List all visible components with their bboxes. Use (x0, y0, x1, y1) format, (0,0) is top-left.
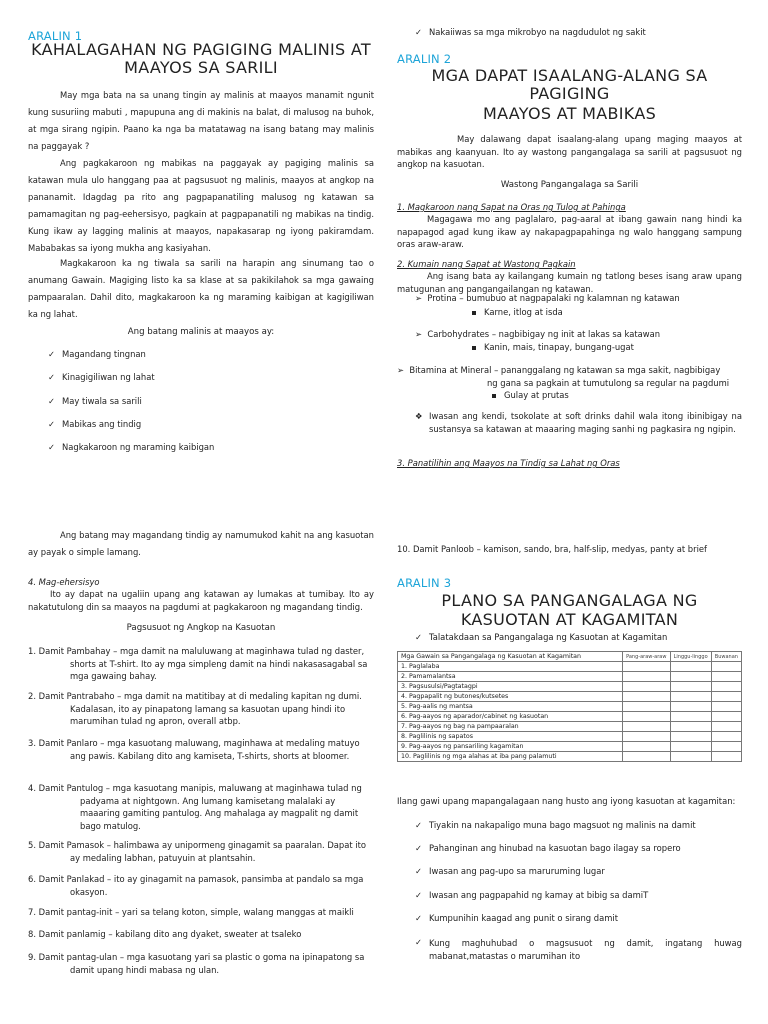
check-item: ✓ Magandang tingnan (48, 349, 146, 359)
table-row: 4. Pagpapalit ng butones/kutsetes (398, 692, 742, 702)
right-column (397, 0, 742, 1024)
clothing-item: 6. Damit Panlakad – ito ay ginagamit na pamasok, pansimba at pandalo sa mga okasyon. (28, 874, 364, 897)
vitamins-item: ➢ Bitamina at Mineral – pananggalang ng katawan sa mga sakit, nagbibigay (397, 365, 721, 375)
check-icon: ✓ (415, 937, 423, 947)
habit-item: ✓ Iwasan ang pag-upo sa maruruming lugar (415, 866, 605, 876)
table-row: 7. Pag-aayos ng bag na pampaaralan (398, 722, 742, 732)
square-bullet-icon (472, 311, 476, 315)
table-row: 2. Pamamalantsa (398, 672, 742, 682)
table-row: 5. Pag-aalis ng mantsa (398, 702, 742, 712)
check-icon: ✓ (48, 349, 56, 359)
underwear-item: 10. Damit Panloob – kamison, sando, bra, half-slip, medyas, panty at brief (397, 544, 707, 554)
habit-item: ✓ Tiyakin na nakapaligo muna bago magsuot ng malinis na damit (415, 820, 696, 830)
schedule-heading: ✓ Talatakdaan sa Pangangalaga ng Kasuotan at Kagamitan (415, 632, 668, 642)
lesson-3-label: ARALIN 3 (397, 576, 452, 590)
sleep-heading: 1. Magkaroon nang Sapat na Oras ng Tulog at Pahinga (397, 202, 626, 212)
table-row: 6. Pag-aayos ng aparador/cabinet ng kasuotan (398, 712, 742, 722)
protein-item: ➢ Protina – bumubuo at nagpapalaki ng kalamnan ng katawan (415, 293, 680, 303)
check-icon: ✓ (48, 372, 56, 382)
habit-item: ✓ Iwasan ang pagpapahid ng kamay at bibig sa damiT (415, 890, 649, 900)
table-row: 3. Pagsusulsi/Pagtatagpi (398, 682, 742, 692)
square-bullet-icon (472, 346, 476, 350)
care-schedule-table (397, 651, 742, 762)
check-icon: ✓ (48, 396, 56, 406)
left-column (28, 0, 374, 1024)
clothing-item: 5. Damit Pamasok – halimbawa ay unipormeng ginagamit sa paaralan. Dapat ito ay medaling labhan, patuyuin at plantsahin. (28, 840, 367, 863)
self-care-heading: Wastong Pangangalaga sa Sarili (500, 180, 639, 190)
check-icon: ✓ (415, 866, 423, 876)
check-item: ✓ May tiwala sa sarili (48, 396, 142, 406)
check-icon: ✓ (415, 843, 423, 853)
table-header-row (398, 652, 742, 662)
check-icon: ✓ (415, 913, 423, 923)
clean-child-intro: Ang batang malinis at maayos ay: (127, 327, 275, 337)
clothing-item: 8. Damit panlamig – kabilang dito ang dyaket, sweater at tsaleko (28, 929, 302, 939)
exercise-text: Ito ay dapat na ugaliin upang ang katawan ay lumakas at tumibay. Ito ay nakatutulong din sa maayos na pagdumi at pagkakaroon ng magandang tindig. (28, 589, 374, 612)
table-header: Buwanan (711, 652, 741, 662)
lesson-1-paragraph-3: Magkakaroon ka ng tiwala sa sarili na harapin ang sinumang tao o anumang Gawain. Magiging listo ka sa klase at sa pakikilahok sa mga gawaing pampaaralan. Dahil dito, magkakaroon ka ng maraming kaibigan at kagigiliwan ka ng lahat. (28, 258, 374, 319)
arrow-bullet-icon: ➢ (415, 329, 428, 339)
lesson-2-label: ARALIN 2 (397, 52, 452, 66)
habit-item: ✓ Pahanginan ang hinubad na kasuotan bago ilagay sa ropero (415, 843, 681, 853)
lesson-2-title-line3: MAAYOS AT MABIKAS (482, 104, 657, 123)
sleep-text: Magagawa mo ang paglalaro, pag-aaral at ibang gawain nang hindi ka napapagod agad kung ikaw ay nakapagpapahinga ng walo hanggang sampung oras araw-araw. (397, 214, 742, 249)
table-row: 9. Pag-aayos ng pansariling kagamitan (398, 742, 742, 752)
posture-heading: 3. Panatilihin ang Maayos na Tindig sa Lahat ng Oras (397, 458, 620, 468)
lesson-2-paragraph-1: May dalawang dapat isaalang-alang upang maging maayos at mabikas ang kaanyuan. Ito ay wastong pangangalaga sa sarili at pagsusuot ng angkop na kasuotan. (397, 134, 742, 169)
check-icon: ✓ (415, 632, 423, 642)
food-text: Ang isang bata ay kailangang kumain ng tatlong beses isang araw upang matugunan ang pangangailangan ng katawan. (397, 271, 742, 294)
diamond-bullet-icon: ❖ (415, 411, 423, 421)
exercise-heading: 4. Mag-ehersisyo (28, 577, 100, 587)
clothing-item: 4. Damit Pantulog – mga kasuotang manipis, maluwang at maginhawa tulad ng padyama at nightgown. Ang lumang kamisetang malalaki ay maaaring gamiting pantulog. Ang mahalaga ay magpalit ng damit bago matulog. (28, 783, 362, 831)
check-icon: ✓ (415, 27, 423, 37)
food-heading: 2. Kumain nang Sapat at Wastong Pagkain (397, 259, 576, 269)
table-row: 8. Paglilinis ng sapatos (398, 732, 742, 742)
vitamins-item-cont: ng gana sa pagkain at tumutulong sa regular na pagdumi (487, 378, 730, 388)
table-header: Linggu-linggo (670, 652, 711, 662)
clothing-item: 2. Damit Pantrabaho – mga damit na matitibay at di medaling kapitan ng dumi. Kadalasan, ito ay pinapatong lamang sa kasuotan upang hindi ito marumihan tulad ng apron, overall atbp. (28, 691, 362, 726)
vitamins-example: Gulay at prutas (492, 389, 742, 402)
check-item: ✓ Kinagigiliwan ng lahat (48, 372, 155, 382)
lesson-1-paragraph-1: May mga bata na sa unang tingin ay malinis at maayos manamit ngunit kung susuriing mabuti , mapupuna ang di makinis na balat, di malusog na buhok, at mga sirang ngipin. Paano ka nga ba matatawag na isang batang may malinis na paggayak ? (28, 90, 374, 151)
avoid-sweets-item: ❖ Iwasan ang kendi, tsokolate at soft drinks dahil wala itong ibinibigay na sustansya sa katawan at maaaring maging sanhi ng pagkasira ng ngipin. (415, 411, 742, 434)
clothing-item: 7. Damit pantag-init – yari sa telang koton, simple, walang manggas at maikli (28, 907, 354, 917)
clothing-item: 3. Damit Panlaro – mga kasuotang maluwang, maginhawa at medaling matuyo ang pawis. Kabilang dito ang kamiseta, T-shirts, shorts at bloomer. (28, 738, 360, 761)
square-bullet-icon (492, 394, 496, 398)
habit-item: ✓ Kumpunihin kaagad ang punit o sirang damit (415, 913, 618, 923)
lesson-2-title-line1: MGA DAPAT ISAALANG-ALANG SA (431, 66, 708, 85)
table-row: 1. Paglalaba (398, 662, 742, 672)
check-icon: ✓ (48, 442, 56, 452)
table-row: 10. Paglilinis ng mga alahas at iba pang palamuti (398, 752, 742, 762)
check-icon: ✓ (415, 820, 423, 830)
lesson-1-title-line2: MAAYOS SA SARILI (124, 58, 278, 77)
arrow-bullet-icon: ➢ (397, 365, 410, 375)
lesson-1-paragraph-2: Ang pagkakaroon ng mabikas na paggayak ay pagiging malinis sa katawan mula ulo hanggang paa at pagsusuot ng malinis, maayos at angkop na pananamit. Idagdag pa rito ang pagpapanatiling malusog ng katawan sa pamamagitan ng pag-eehersisyo, pagkain at pagpapanatili ng mabikas na tindig. Kung ikaw ay lagging malinis at maayos, napakasarap ng iyong pakiramdam. Mababakas sa iyong mukha ang kasiyahan. (28, 158, 374, 253)
habit-item: ✓ Kung maghuhubad o magsusuot ng damit, ingatang huwag mabanat,matastas o marumihan ito (415, 937, 742, 961)
lesson-3-title-line1: PLANO SA PANGANGALAGA NG (441, 591, 698, 610)
table-header: Pang-araw-araw (623, 652, 671, 662)
check-item: ✓ Nakaiiwas sa mga mikrobyo na nagdudulot ng sakit (415, 27, 646, 37)
lesson-1-label: ARALIN 1 (28, 29, 83, 43)
carbs-item: ➢ Carbohydrates – nagbibigay ng init at lakas sa katawan (415, 329, 661, 339)
clothing-item: 9. Damit pantag-ulan – mga kasuotang yari sa plastic o goma na ipinapatong sa damit upang hindi mabasa ng ulan. (28, 952, 365, 975)
lesson-2-title-line2: PAGIGING (529, 84, 610, 103)
lesson-1-title-line1: KAHALAGAHAN NG PAGIGING MALINIS AT (31, 40, 371, 59)
table-header: Mga Gawain sa Pangangalaga ng Kasuotan at Kagamitan (398, 652, 623, 662)
posture-paragraph: Ang batang may magandang tindig ay namumukod kahit na ang kasuotan ay payak o simple lamang. (28, 530, 374, 557)
clothing-item: 1. Damit Pambahay – mga damit na maluluwang at maginhawa tulad ng daster, shorts at T-shirt. Ito ay mga simpleng damit na hindi nakasasagabal sa mga gawaing bahay. (28, 646, 368, 681)
check-item: ✓ Nagkakaroon ng maraming kaibigan (48, 442, 215, 452)
protein-example: Karne, itlog at isda (472, 306, 742, 319)
care-habits-intro: Ilang gawi upang mapangalagaan nang husto ang iyong kasuotan at kagamitan: (397, 796, 736, 806)
check-item: ✓ Mabikas ang tindig (48, 419, 142, 429)
clothing-heading: Pagsusuot ng Angkop na Kasuotan (126, 623, 276, 633)
check-icon: ✓ (48, 419, 56, 429)
check-icon: ✓ (415, 890, 423, 900)
arrow-bullet-icon: ➢ (415, 293, 428, 303)
carbs-example: Kanin, mais, tinapay, bungang-ugat (472, 341, 742, 354)
lesson-3-title-line2: KASUOTAN AT KAGAMITAN (460, 610, 679, 629)
